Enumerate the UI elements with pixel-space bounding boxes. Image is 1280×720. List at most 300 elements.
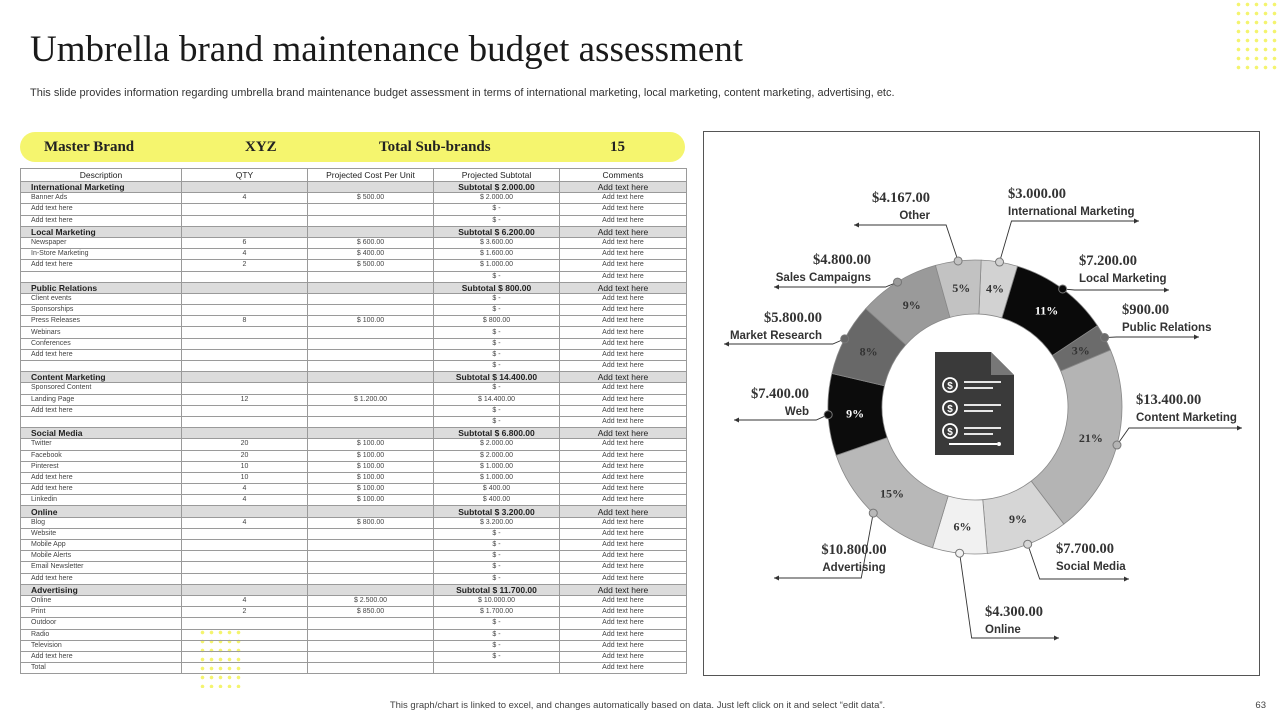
table-cell: $ 3.600.00 (434, 237, 560, 248)
slice-category-label: Sales Campaigns (775, 272, 871, 284)
table-cell (308, 215, 434, 226)
leader-marker (1024, 540, 1032, 548)
table-cell: $ 100.00 (308, 461, 434, 472)
table-cell (308, 551, 434, 562)
table-cell: Add text here (560, 215, 687, 226)
table-cell: $ 100.00 (308, 316, 434, 327)
table-cell: Total (21, 663, 182, 674)
table-cell: Add text here (560, 394, 687, 405)
slice-category-label: Local Marketing (1079, 273, 1167, 285)
table-cell: $ 1.600.00 (434, 249, 560, 260)
table-cell: $ 100.00 (308, 495, 434, 506)
column-header: Comments (560, 169, 687, 182)
table-cell: $ - (434, 271, 560, 282)
slice-value-label: $5.800.00 (764, 310, 822, 326)
table-cell: Add text here (560, 450, 687, 461)
table-cell: Add text here (21, 472, 182, 483)
table-row (21, 495, 687, 506)
slice-value-label: $7.200.00 (1079, 253, 1137, 269)
slice-percent-label: 11% (1034, 303, 1059, 318)
table-cell: Add text here (21, 573, 182, 584)
slice-value-label: $10.800.00 (821, 542, 887, 558)
table-row (21, 528, 687, 539)
table-cell: Mobile App (21, 540, 182, 551)
table-cell (308, 584, 434, 595)
table-cell: $ 100.00 (308, 450, 434, 461)
table-cell (182, 551, 308, 562)
table-cell: Add text here (21, 651, 182, 662)
table-cell: $ 400.00 (434, 495, 560, 506)
table-cell: Add text here (21, 349, 182, 360)
table-cell: Add text here (560, 383, 687, 394)
table-cell: Add text here (560, 327, 687, 338)
table-cell (182, 383, 308, 394)
page-title: Umbrella brand maintenance budget assessment (30, 29, 744, 70)
slice-value-label: $900.00 (1122, 302, 1170, 318)
table-cell (308, 226, 434, 237)
budget-document-icon (935, 352, 1014, 455)
table-cell: Add text here (560, 293, 687, 304)
section-name: Content Marketing (21, 372, 182, 383)
slice-value-label: $3.000.00 (1008, 186, 1066, 202)
section-comment: Add text here (560, 372, 687, 383)
section-comment: Add text here (560, 282, 687, 293)
leader-line (1063, 289, 1169, 290)
table-cell (182, 182, 308, 193)
table-cell: Add text here (560, 204, 687, 215)
leader-arrow (734, 418, 739, 423)
slice-percent-label: 9% (902, 298, 921, 313)
table-body (21, 182, 687, 674)
table-cell (308, 361, 434, 372)
master-brand-label: Master Brand (44, 139, 135, 155)
table-cell: 20 (182, 450, 308, 461)
table-cell: $ - (434, 215, 560, 226)
table-cell: 12 (182, 394, 308, 405)
table-row (21, 383, 687, 394)
table-cell: $ 10.000.00 (434, 595, 560, 606)
table-cell: $ - (434, 383, 560, 394)
table-cell: 10 (182, 472, 308, 483)
table-row (21, 249, 687, 260)
leader-marker (824, 411, 832, 419)
section-comment: Add text here (560, 182, 687, 193)
table-cell: $ 1.200.00 (308, 394, 434, 405)
footer-note: This graph/chart is linked to excel, and changes automatically based on data. Just left click on it and select “edit data”. (389, 700, 886, 711)
table-cell: $ 850.00 (308, 607, 434, 618)
leader-arrow (1054, 636, 1059, 641)
leader-line (734, 415, 828, 420)
slice-value-label: $4.167.00 (872, 190, 930, 206)
section-subtotal: Subtotal $ 6.200.00 (434, 226, 560, 237)
table-cell: $ 14.400.00 (434, 394, 560, 405)
table-cell (182, 215, 308, 226)
table-cell: Add text here (560, 461, 687, 472)
table-cell (21, 416, 182, 427)
leader-marker (894, 278, 902, 286)
section-name: International Marketing (21, 182, 182, 193)
table-cell: $ - (434, 629, 560, 640)
column-header: Description (21, 169, 182, 182)
table-row (21, 416, 687, 427)
section-row (21, 372, 687, 383)
table-cell: Add text here (560, 484, 687, 495)
table-cell (308, 416, 434, 427)
table-cell (308, 305, 434, 316)
table-cell: 4 (182, 484, 308, 495)
leader-marker (996, 258, 1004, 266)
table-cell (308, 204, 434, 215)
table-cell: Add text here (560, 528, 687, 539)
budget-doughnut-chart (703, 131, 1260, 676)
slice-percent-label: 9% (1009, 512, 1028, 527)
table-cell (182, 663, 308, 674)
table-cell (182, 640, 308, 651)
slice-category-label: Social Media (1056, 561, 1126, 573)
table-cell (182, 405, 308, 416)
slice-percent-label: 15% (879, 486, 904, 501)
table-cell (182, 226, 308, 237)
table-cell: Press Releases (21, 316, 182, 327)
table-cell: Television (21, 640, 182, 651)
table-cell: Add text here (560, 540, 687, 551)
table-cell: $ 400.00 (434, 484, 560, 495)
table-row (21, 349, 687, 360)
chart-canvas (704, 132, 1261, 677)
table-cell: Linkedin (21, 495, 182, 506)
table-cell: $ 1.000.00 (434, 472, 560, 483)
table-cell: 20 (182, 439, 308, 450)
svg-text:$: $ (947, 427, 953, 438)
table-cell: Pinterest (21, 461, 182, 472)
leader-line (1105, 337, 1199, 338)
section-row (21, 506, 687, 517)
page-subtitle: This slide provides information regarding umbrella brand maintenance budget assessment in terms of international marketing, local marketing, content marketing, advertising, etc. (30, 87, 895, 99)
table-cell (182, 506, 308, 517)
table-cell (182, 428, 308, 439)
slice-percent-label: 6% (953, 519, 972, 534)
table-cell (308, 528, 434, 539)
section-comment: Add text here (560, 506, 687, 517)
table-cell: Add text here (560, 305, 687, 316)
table-cell (182, 540, 308, 551)
section-comment: Add text here (560, 584, 687, 595)
section-row (21, 226, 687, 237)
leader-marker (1101, 334, 1109, 342)
table-row (21, 405, 687, 416)
table-cell: Landing Page (21, 394, 182, 405)
table-row (21, 472, 687, 483)
section-subtotal: Subtotal $ 800.00 (434, 282, 560, 293)
table-cell: $ 800.00 (308, 517, 434, 528)
table-cell: Radio (21, 629, 182, 640)
table-cell (21, 271, 182, 282)
table-cell (308, 338, 434, 349)
table-cell: Add text here (560, 618, 687, 629)
leader-marker (1059, 285, 1067, 293)
table-row (21, 327, 687, 338)
table-cell (308, 428, 434, 439)
table-cell: $ 800.00 (434, 316, 560, 327)
leader-arrow (774, 576, 779, 581)
table-row (21, 484, 687, 495)
slice-percent-label: 9% (846, 406, 865, 421)
section-row (21, 584, 687, 595)
leader-arrow (1164, 288, 1169, 293)
slice-percent-label: 4% (986, 281, 1005, 296)
table-row (21, 305, 687, 316)
table-row (21, 204, 687, 215)
table-cell (308, 506, 434, 517)
table-cell: Facebook (21, 450, 182, 461)
subbrands-value: 15 (610, 139, 625, 155)
slice-category-label: Market Research (729, 330, 822, 342)
table-cell: $ - (434, 338, 560, 349)
slice-value-label: $7.700.00 (1056, 541, 1114, 557)
table-cell (182, 629, 308, 640)
table-row (21, 450, 687, 461)
table-cell (182, 573, 308, 584)
table-row (21, 215, 687, 226)
slice-value-label: $13.400.00 (1136, 392, 1202, 408)
table-cell: Add text here (560, 640, 687, 651)
table-row (21, 573, 687, 584)
table-row (21, 338, 687, 349)
section-subtotal: Subtotal $ 3.200.00 (434, 506, 560, 517)
leader-marker (956, 549, 964, 557)
slice-value-label: $4.800.00 (813, 252, 871, 268)
table-cell: Add text here (560, 495, 687, 506)
table-row (21, 517, 687, 528)
slice-category-label: Other (899, 210, 930, 222)
table-cell: $ - (434, 405, 560, 416)
table-cell: 8 (182, 316, 308, 327)
table-row (21, 607, 687, 618)
table-cell: $ - (434, 618, 560, 629)
table-cell (182, 338, 308, 349)
slice-category-label: Online (985, 624, 1021, 636)
table-cell (182, 528, 308, 539)
leader-arrow (774, 285, 779, 290)
table-cell: $ 600.00 (308, 237, 434, 248)
section-name: Local Marketing (21, 226, 182, 237)
table-cell: Sponsored Content (21, 383, 182, 394)
leader-marker (954, 257, 962, 265)
slice-category-label: Public Relations (1122, 322, 1212, 334)
table-cell (308, 293, 434, 304)
table-cell (182, 618, 308, 629)
table-cell: Add text here (560, 361, 687, 372)
table-row (21, 663, 687, 674)
table-cell: Add text here (560, 607, 687, 618)
table-cell (182, 372, 308, 383)
table-row (21, 540, 687, 551)
table-cell: 4 (182, 595, 308, 606)
page-number: 63 (1255, 700, 1266, 711)
table-cell: Add text here (560, 551, 687, 562)
svg-text:$: $ (947, 381, 953, 392)
table-cell: $ 2.500.00 (308, 595, 434, 606)
leader-marker (841, 335, 849, 343)
table-row (21, 618, 687, 629)
leader-arrow (1134, 219, 1139, 224)
table-row (21, 193, 687, 204)
table-cell: Add text here (21, 215, 182, 226)
table-cell (308, 651, 434, 662)
table-cell (182, 584, 308, 595)
table-cell: Add text here (560, 405, 687, 416)
table-cell (308, 182, 434, 193)
table-cell: Add text here (560, 316, 687, 327)
section-subtotal: Subtotal $ 6.800.00 (434, 428, 560, 439)
table-row (21, 595, 687, 606)
table-row (21, 293, 687, 304)
table-cell: Add text here (560, 237, 687, 248)
table-cell (182, 562, 308, 573)
table-cell: Add text here (560, 629, 687, 640)
table-cell (308, 629, 434, 640)
slice-value-label: $4.300.00 (985, 604, 1043, 620)
brand-summary-bar (20, 132, 685, 162)
table-header-row (21, 169, 687, 182)
table-cell (182, 293, 308, 304)
table-row (21, 394, 687, 405)
table-cell: Mobile Alerts (21, 551, 182, 562)
table-cell: $ - (434, 528, 560, 539)
table-cell: Add text here (560, 595, 687, 606)
table-cell (21, 361, 182, 372)
table-cell: 6 (182, 237, 308, 248)
table-cell: $ 1.000.00 (434, 260, 560, 271)
table-cell: 4 (182, 193, 308, 204)
table-cell: $ - (434, 293, 560, 304)
table-cell (182, 349, 308, 360)
table-cell: $ - (434, 327, 560, 338)
slice-percent-label: 8% (859, 344, 878, 359)
table-cell: Blog (21, 517, 182, 528)
leader-arrow (1124, 577, 1129, 582)
table-cell: $ - (434, 562, 560, 573)
table-cell: Add text here (560, 439, 687, 450)
table-cell: Twitter (21, 439, 182, 450)
table-cell: Add text here (560, 338, 687, 349)
table-cell (308, 372, 434, 383)
table-cell: Sponsorships (21, 305, 182, 316)
table-cell (182, 305, 308, 316)
table-cell: 4 (182, 495, 308, 506)
table-cell: 4 (182, 517, 308, 528)
table-cell: $ 1.700.00 (434, 607, 560, 618)
section-row (21, 182, 687, 193)
table-cell: Banner Ads (21, 193, 182, 204)
table-row (21, 260, 687, 271)
table-cell: $ - (434, 349, 560, 360)
table-cell: Add text here (560, 416, 687, 427)
leader-marker (1113, 441, 1121, 449)
slice-category-label: Web (784, 406, 809, 418)
table-cell: Website (21, 528, 182, 539)
table-row (21, 237, 687, 248)
slice-category-label: International Marketing (1008, 206, 1135, 218)
table-cell: Webinars (21, 327, 182, 338)
column-header: Projected Cost Per Unit (308, 169, 434, 182)
table-cell: 2 (182, 607, 308, 618)
table-cell (182, 327, 308, 338)
table-cell (434, 663, 560, 674)
table-cell: Add text here (560, 193, 687, 204)
leader-arrow (1194, 335, 1199, 340)
section-comment: Add text here (560, 226, 687, 237)
table-row (21, 316, 687, 327)
table-cell: Add text here (560, 663, 687, 674)
table-cell: Add text here (21, 204, 182, 215)
slice-category-label: Advertising (822, 562, 886, 574)
section-name: Public Relations (21, 282, 182, 293)
section-subtotal: Subtotal $ 11.700.00 (434, 584, 560, 595)
column-header: Projected Subtotal (434, 169, 560, 182)
table-cell: Add text here (560, 573, 687, 584)
table-cell: Add text here (560, 349, 687, 360)
decorative-dots (1234, 0, 1280, 70)
subbrands-label: Total Sub-brands (379, 139, 491, 155)
table-cell: $ - (434, 204, 560, 215)
table-cell (182, 271, 308, 282)
section-subtotal: Subtotal $ 14.400.00 (434, 372, 560, 383)
table-cell: $ - (434, 361, 560, 372)
table-cell (308, 540, 434, 551)
slice-percent-label: 21% (1078, 431, 1103, 446)
svg-text:$: $ (947, 404, 953, 415)
slice-value-label: $7.400.00 (751, 386, 809, 402)
table-cell: $ 2.000.00 (434, 450, 560, 461)
table-cell: Add text here (21, 405, 182, 416)
table-cell (182, 282, 308, 293)
section-row (21, 428, 687, 439)
table-cell: Client events (21, 293, 182, 304)
column-header: QTY (182, 169, 308, 182)
table-cell (182, 361, 308, 372)
budget-table (20, 168, 687, 674)
table-row (21, 651, 687, 662)
table-cell (308, 562, 434, 573)
table-row (21, 562, 687, 573)
table-cell (308, 383, 434, 394)
table-cell (182, 651, 308, 662)
table-cell: $ 1.000.00 (434, 461, 560, 472)
doughnut-slice (1031, 350, 1122, 524)
table-row (21, 461, 687, 472)
section-comment: Add text here (560, 428, 687, 439)
table-cell: Add text here (560, 562, 687, 573)
table-cell: Add text here (560, 271, 687, 282)
table-cell: $ - (434, 416, 560, 427)
table-cell: $ 400.00 (308, 249, 434, 260)
table-cell: $ - (434, 551, 560, 562)
slice-percent-label: 5% (952, 280, 971, 295)
table-cell (308, 573, 434, 584)
table-cell: $ 500.00 (308, 260, 434, 271)
table-cell (308, 405, 434, 416)
table-cell: $ 2.000.00 (434, 193, 560, 204)
section-name: Social Media (21, 428, 182, 439)
slice-category-label: Content Marketing (1136, 412, 1237, 424)
section-row (21, 282, 687, 293)
table-cell: Add text here (560, 517, 687, 528)
table-cell: In-Store Marketing (21, 249, 182, 260)
table-cell: $ 3.200.00 (434, 517, 560, 528)
table-cell (308, 327, 434, 338)
table-cell: $ 500.00 (308, 193, 434, 204)
